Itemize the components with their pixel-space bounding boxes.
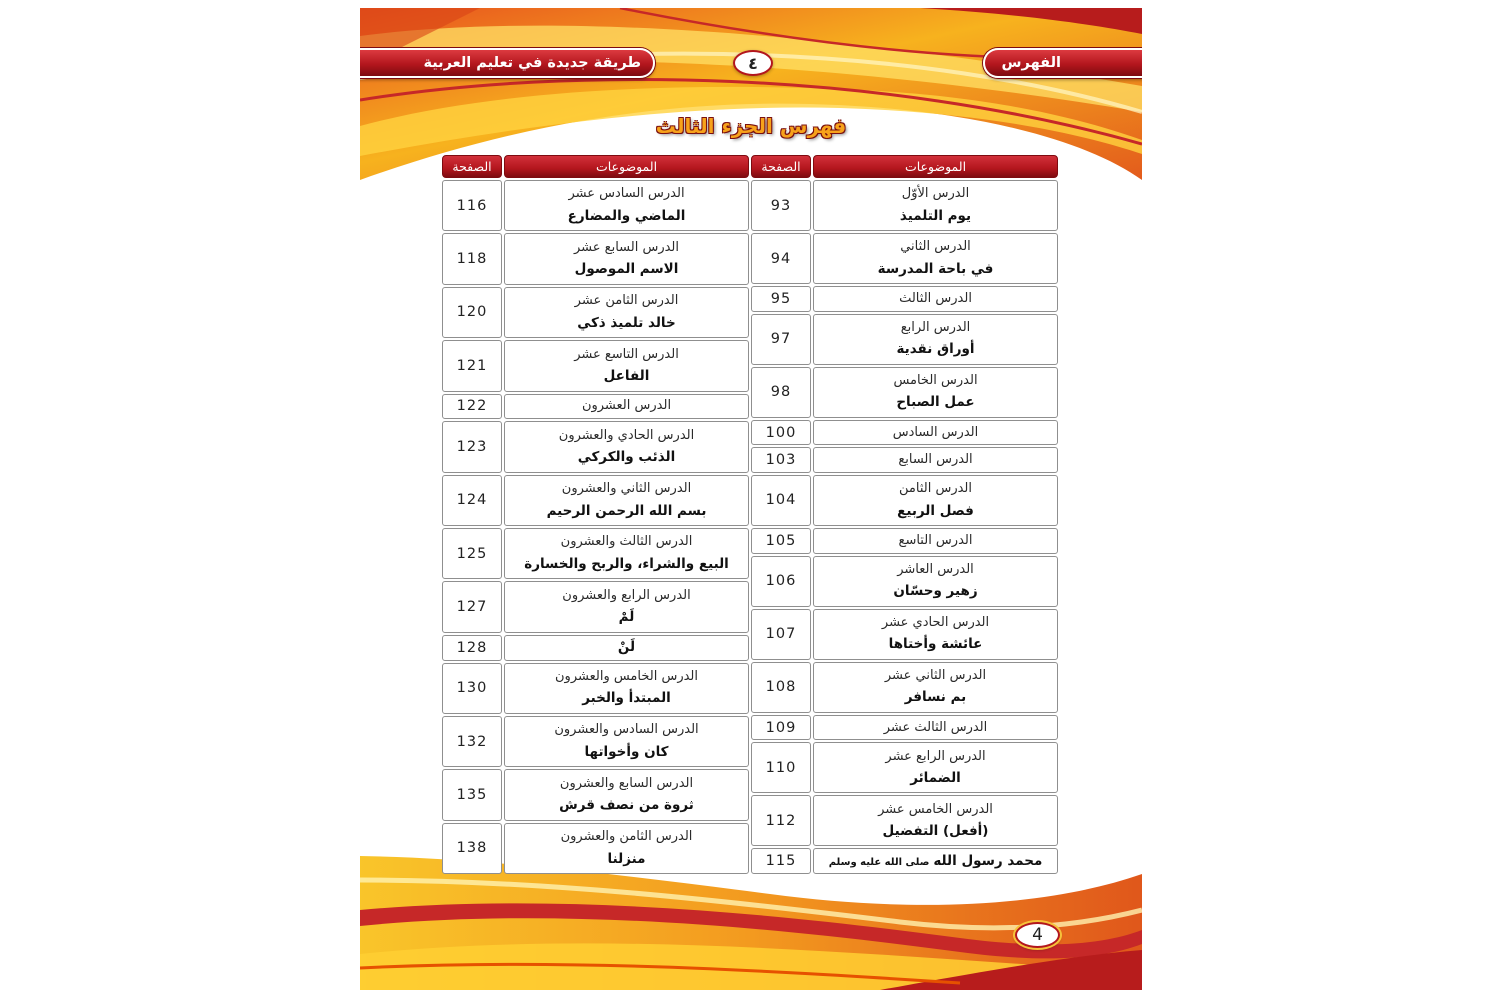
lesson-label: الدرس الرابع <box>900 320 971 336</box>
topic-cell <box>813 420 1058 446</box>
lesson-label: الدرس التاسع <box>898 532 973 548</box>
page-number-cell: 112 <box>751 795 811 846</box>
topic-cell <box>504 769 749 820</box>
lesson-label: الدرس السادس <box>892 424 979 440</box>
page-number-cell: 100 <box>751 420 811 446</box>
index-row <box>442 394 749 420</box>
topic-cell <box>504 635 749 661</box>
lesson-label: الدرس الثامن عشر <box>574 293 679 309</box>
lesson-label: الدرس العاشر <box>897 561 974 577</box>
page-number-cell: 115 <box>751 848 811 874</box>
lesson-label: الدرس الحادي عشر <box>881 614 990 630</box>
index-table-right <box>751 155 1058 874</box>
honorific-text: صلى الله عليه وسلم <box>828 856 930 868</box>
topic-cell <box>813 662 1058 713</box>
header-page-cell: الصفحة <box>751 155 811 178</box>
lesson-title: ثروة من نصف قرش <box>559 797 694 814</box>
page-number-cell: 93 <box>751 180 811 231</box>
index-row <box>751 715 1058 741</box>
index-row <box>442 287 749 338</box>
topic-cell <box>813 795 1058 846</box>
index-row <box>751 367 1058 418</box>
topic-cell <box>813 447 1058 473</box>
index-row <box>751 180 1058 231</box>
page-number-cell: 121 <box>442 340 502 391</box>
lesson-title-line <box>582 690 671 707</box>
lesson-label: الدرس الثاني والعشرون <box>561 481 692 497</box>
topic-cell <box>813 528 1058 554</box>
index-row <box>751 233 1058 284</box>
page-number-cell: 107 <box>751 609 811 660</box>
lesson-title: كان وأخواتها <box>584 743 669 760</box>
topic-cell <box>504 716 749 767</box>
topic-cell <box>813 367 1058 418</box>
page-number-cell: 110 <box>751 742 811 793</box>
page-number-cell: 97 <box>751 314 811 365</box>
lesson-title-line <box>577 315 675 332</box>
lesson-title: المبتدأ والخبر <box>582 690 671 707</box>
topic-cell <box>504 340 749 391</box>
page-number-cell: 106 <box>751 556 811 607</box>
section-title: الفهرس <box>1001 55 1061 71</box>
lesson-title-line <box>889 636 983 653</box>
lesson-title-line <box>829 853 1043 870</box>
header-page-cell: الصفحة <box>442 155 502 178</box>
lesson-title-line <box>575 261 679 278</box>
lesson-label: الدرس السادس عشر <box>568 186 685 202</box>
lesson-title: محمد رسول الله <box>933 852 1043 869</box>
lesson-label: الدرس السادس والعشرون <box>554 722 699 738</box>
index-row <box>751 742 1058 793</box>
topic-cell <box>504 287 749 338</box>
lesson-title-line <box>905 689 966 706</box>
index-row <box>442 663 749 714</box>
index-row <box>442 769 749 820</box>
topic-cell <box>504 394 749 420</box>
lesson-title-line <box>893 583 977 600</box>
lesson-label: الدرس الثاني <box>900 239 971 255</box>
lesson-title: عائشة وأختاها <box>888 636 983 653</box>
lesson-title-line <box>910 770 961 787</box>
topic-cell <box>813 609 1058 660</box>
page-number-cell: 98 <box>751 367 811 418</box>
lesson-label: الدرس الرابع والعشرون <box>562 587 691 603</box>
index-row <box>442 581 749 632</box>
lesson-title: الفاعل <box>603 368 650 385</box>
lesson-title: بم نسافر <box>904 689 967 706</box>
lesson-label: الدرس الرابع عشر <box>885 748 986 764</box>
lesson-title-line <box>896 341 974 358</box>
topic-cell <box>813 286 1058 312</box>
lesson-label: الدرس الخامس والعشرون <box>555 668 698 684</box>
page-number-cell: 118 <box>442 233 502 284</box>
lesson-label: الدرس الحادي والعشرون <box>558 427 695 443</box>
page-number-cell: 103 <box>751 447 811 473</box>
lesson-title: خالد تلميذ ذكي <box>577 314 676 331</box>
lesson-label: الدرس الثالث والعشرون <box>560 534 693 550</box>
page-number-cell: 132 <box>442 716 502 767</box>
lesson-title-line <box>619 609 635 626</box>
lesson-title: البيع والشراء، والربح والخسارة <box>524 555 729 572</box>
page-number-cell: 127 <box>442 581 502 632</box>
lesson-label: الدرس السابع عشر <box>574 239 680 255</box>
topic-cell <box>813 556 1058 607</box>
page-number-cell: 116 <box>442 180 502 231</box>
table-body <box>751 180 1058 874</box>
page-number-cell: 130 <box>442 663 502 714</box>
page-number-cell: 108 <box>751 662 811 713</box>
topic-cell <box>504 421 749 472</box>
lesson-title-line <box>878 261 994 278</box>
topic-cell <box>504 233 749 284</box>
page-number-cell: 105 <box>751 528 811 554</box>
table-body <box>442 180 749 874</box>
lesson-title: لَنْ <box>617 639 636 656</box>
topic-cell <box>813 475 1058 526</box>
header-page-badge <box>733 50 773 76</box>
lesson-label: الدرس السابع <box>898 452 973 468</box>
index-title: فهرس الجزء الثالث <box>655 114 847 138</box>
lesson-title: يوم التلميذ <box>899 207 972 224</box>
index-row <box>442 528 749 579</box>
lesson-title-line <box>608 851 646 868</box>
lesson-title-line <box>547 503 707 520</box>
header-topics-cell: الموضوعات <box>813 155 1058 178</box>
index-row <box>751 848 1058 874</box>
page-number-cell: 95 <box>751 286 811 312</box>
index-row <box>442 475 749 526</box>
page-number-cell: 124 <box>442 475 502 526</box>
index-row <box>751 795 1058 846</box>
topic-cell <box>504 180 749 231</box>
index-row <box>751 609 1058 660</box>
book-title-banner <box>360 48 655 78</box>
lesson-title: (أفعل) التفضيل <box>882 823 989 840</box>
lesson-title: الاسم الموصول <box>574 261 679 278</box>
page-number-cell: 120 <box>442 287 502 338</box>
topic-cell <box>504 823 749 874</box>
lesson-label: الدرس الأوّل <box>901 186 970 202</box>
lesson-title-line <box>524 556 729 573</box>
index-row <box>751 528 1058 554</box>
index-row <box>442 823 749 874</box>
lesson-title-line <box>896 394 974 411</box>
lesson-label: الدرس العشرون <box>581 398 672 414</box>
index-table-left <box>442 155 749 874</box>
index-row <box>751 314 1058 365</box>
topic-cell <box>504 663 749 714</box>
topic-cell <box>504 475 749 526</box>
page-number-cell: 122 <box>442 394 502 420</box>
lesson-label: الدرس الخامس <box>893 373 978 389</box>
topic-cell <box>813 314 1058 365</box>
topic-cell <box>504 581 749 632</box>
index-row <box>751 662 1058 713</box>
page-number-cell: 125 <box>442 528 502 579</box>
lesson-label: الدرس التاسع عشر <box>574 346 679 362</box>
lesson-label: الدرس السابع والعشرون <box>559 775 694 791</box>
lesson-title: بسم الله الرحمن الرحيم <box>546 502 707 519</box>
header-topics-cell: الموضوعات <box>504 155 749 178</box>
lesson-label: الدرس الثامن والعشرون <box>560 829 693 845</box>
index-row <box>442 180 749 231</box>
lesson-title: في باحة المدرسة <box>877 260 994 277</box>
lesson-title-line <box>559 797 694 814</box>
index-row <box>751 475 1058 526</box>
index-row <box>442 340 749 391</box>
lesson-label: الدرس الثالث عشر <box>883 719 988 735</box>
index-row <box>751 556 1058 607</box>
topic-cell <box>813 180 1058 231</box>
lesson-title-line <box>568 208 686 225</box>
lesson-label: الدرس الثالث <box>899 290 972 306</box>
lesson-title: أوراق نقدية <box>896 341 975 358</box>
page-number-cell: 135 <box>442 769 502 820</box>
book-page <box>360 8 1142 990</box>
lesson-title: الماضي والمضارع <box>567 207 686 224</box>
lesson-label: الدرس الخامس عشر <box>878 801 993 817</box>
header-page-number: ٤ <box>748 53 758 73</box>
index-tables <box>442 155 1058 874</box>
lesson-title-line <box>883 823 989 840</box>
topic-cell <box>813 742 1058 793</box>
index-row <box>751 286 1058 312</box>
lesson-title-line <box>604 368 650 385</box>
lesson-title: زهير وحسّان <box>893 583 978 600</box>
lesson-title-line <box>897 503 974 520</box>
lesson-title: فصل الربيع <box>897 502 974 519</box>
lesson-label: الدرس الثامن <box>899 481 972 497</box>
lesson-label: الدرس الثاني عشر <box>884 668 987 684</box>
book-title: طريقة جديدة في تعليم العربية <box>423 55 641 71</box>
section-banner <box>983 48 1142 78</box>
page-number-cell: 104 <box>751 475 811 526</box>
lesson-title-line <box>584 744 668 761</box>
page-number-cell: 128 <box>442 635 502 661</box>
index-row <box>442 233 749 284</box>
topic-cell <box>813 233 1058 284</box>
index-row <box>751 420 1058 446</box>
lesson-title: منزلنا <box>607 850 646 867</box>
index-row <box>442 716 749 767</box>
topic-cell <box>813 715 1058 741</box>
lesson-title: لَمْ <box>618 609 635 626</box>
table-header-row <box>442 155 749 178</box>
lesson-title-line <box>900 208 971 225</box>
page-number-cell: 94 <box>751 233 811 284</box>
page-number-cell: 109 <box>751 715 811 741</box>
topic-cell <box>813 848 1058 874</box>
lesson-title-line <box>618 639 635 656</box>
topic-cell <box>504 528 749 579</box>
lesson-title-line <box>578 449 675 466</box>
page-number-cell: 123 <box>442 421 502 472</box>
lesson-title: عمل الصباح <box>896 394 975 411</box>
index-row <box>442 421 749 472</box>
lesson-title: الضمائر <box>910 770 961 786</box>
footer-page-badge <box>1015 922 1060 948</box>
index-row <box>751 447 1058 473</box>
index-row <box>442 635 749 661</box>
lesson-title: الذئب والكركي <box>577 449 676 466</box>
footer-page-number: 4 <box>1032 925 1043 945</box>
page-number-cell: 138 <box>442 823 502 874</box>
table-header-row <box>751 155 1058 178</box>
